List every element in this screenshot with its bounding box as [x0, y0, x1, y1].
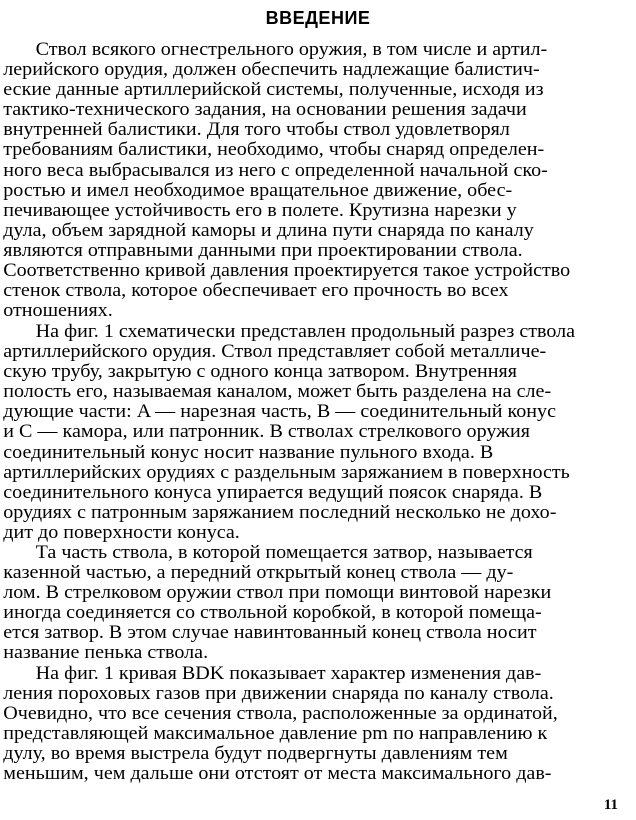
- text-line: соединительный конус носит название пульного входа. В: [3, 441, 494, 463]
- text-line: отношениях.: [3, 300, 113, 322]
- chapter-heading: ВВЕДЕНИЕ: [265, 8, 371, 28]
- text-line: иногда соединяется со ствольной коробкой, в которой помеща-: [3, 602, 542, 624]
- text-line: внутренней балистики. Для того чтобы ствол удовлетворял: [3, 119, 510, 141]
- text-line: Та часть ствола, в которой помещается затвор, называется: [35, 542, 533, 563]
- text-line: и C — камора, или патронник. В стволах стрелкового оружия: [3, 421, 530, 443]
- text-line: орудиях с патронным заряжанием последний несколько не дохо-: [3, 501, 557, 523]
- text-line: представляющей максимальное давление pm по направлению к: [3, 723, 548, 745]
- text-line: Соответственно кривой давления проектируется такое устройство: [3, 260, 571, 282]
- text-line: дулу, во время выстрела будут подвергнуты давлениям тем: [3, 743, 508, 765]
- text-line: На фиг. 1 схематически представлен продольный разрез ствола: [35, 321, 576, 342]
- text-line: стенок ствола, которое обеспечивает его прочность во всех: [3, 280, 509, 302]
- text-line: меньшим, чем дальше они отстоят от места максимального дав-: [3, 763, 552, 785]
- text-line: дула, объем зарядной каморы и длина пути снаряда по каналу: [3, 219, 534, 241]
- text-line: артиллерийских орудиях с раздельным заряжанием в поверхность: [3, 461, 570, 483]
- text-line: тактико-технического задания, на основании решения задачи: [3, 99, 527, 121]
- paragraph-1: [0, 40, 636, 321]
- text-line: ростью и имел необходимое вращательное движение, обес-: [3, 179, 513, 201]
- text-line: ного веса выбрасывался из него с определенной начальной ско-: [3, 159, 548, 181]
- paragraph-3: [0, 543, 636, 664]
- text-line: полость его, называемая каналом, может быть разделена на сле-: [3, 381, 552, 403]
- text-line: еские данные артиллерийской системы, полученные, исходя из: [3, 79, 544, 101]
- text-line: дующие части: A — нарезная часть, B — соединительный конус: [3, 401, 556, 423]
- text-line: казенной частью, а передний открытый конец ствола — ду-: [3, 562, 514, 584]
- text-line: артиллерийского орудия. Ствол представляет собой металличе-: [3, 341, 547, 363]
- text-line: Очевидно, что все сечения ствола, расположенные за ординатой,: [3, 703, 558, 725]
- text-line: скую трубу, закрытую с одного конца затвором. Внутренняя: [3, 361, 517, 383]
- text-line: лом. В стрелковом оружии ствол при помощи винтовой нарезки: [3, 582, 552, 604]
- text-line: лерийского орудия, должен обеспечить надлежащие балистич-: [3, 59, 540, 81]
- page-number: 11: [603, 797, 618, 813]
- paragraph-4: [0, 664, 636, 785]
- text-line: соединительного конуса упирается ведущий поясок снаряда. В: [3, 481, 543, 503]
- text-line: ления пороховых газов при движении снаряда по каналу ствола.: [3, 683, 554, 705]
- text-line: На фиг. 1 кривая BDK показывает характер изменения дав-: [35, 663, 542, 684]
- text-line: название пенька ствола.: [3, 642, 209, 664]
- paragraph-2: [0, 322, 636, 543]
- text-line: являются отправными данными при проектировании ствола.: [3, 239, 523, 261]
- text-line: ется затвор. В этом случае навинтованный конец ствола носит: [3, 622, 537, 644]
- text-line: требованиям балистики, необходимо, чтобы снаряд определен-: [3, 139, 545, 161]
- text-line: печивающее устойчивость его в полете. Крутизна нарезки у: [3, 199, 517, 221]
- text-line: дит до поверхности конуса.: [3, 521, 240, 543]
- text-line: Ствол всякого огнестрельного оружия, в том числе и артил-: [35, 39, 548, 60]
